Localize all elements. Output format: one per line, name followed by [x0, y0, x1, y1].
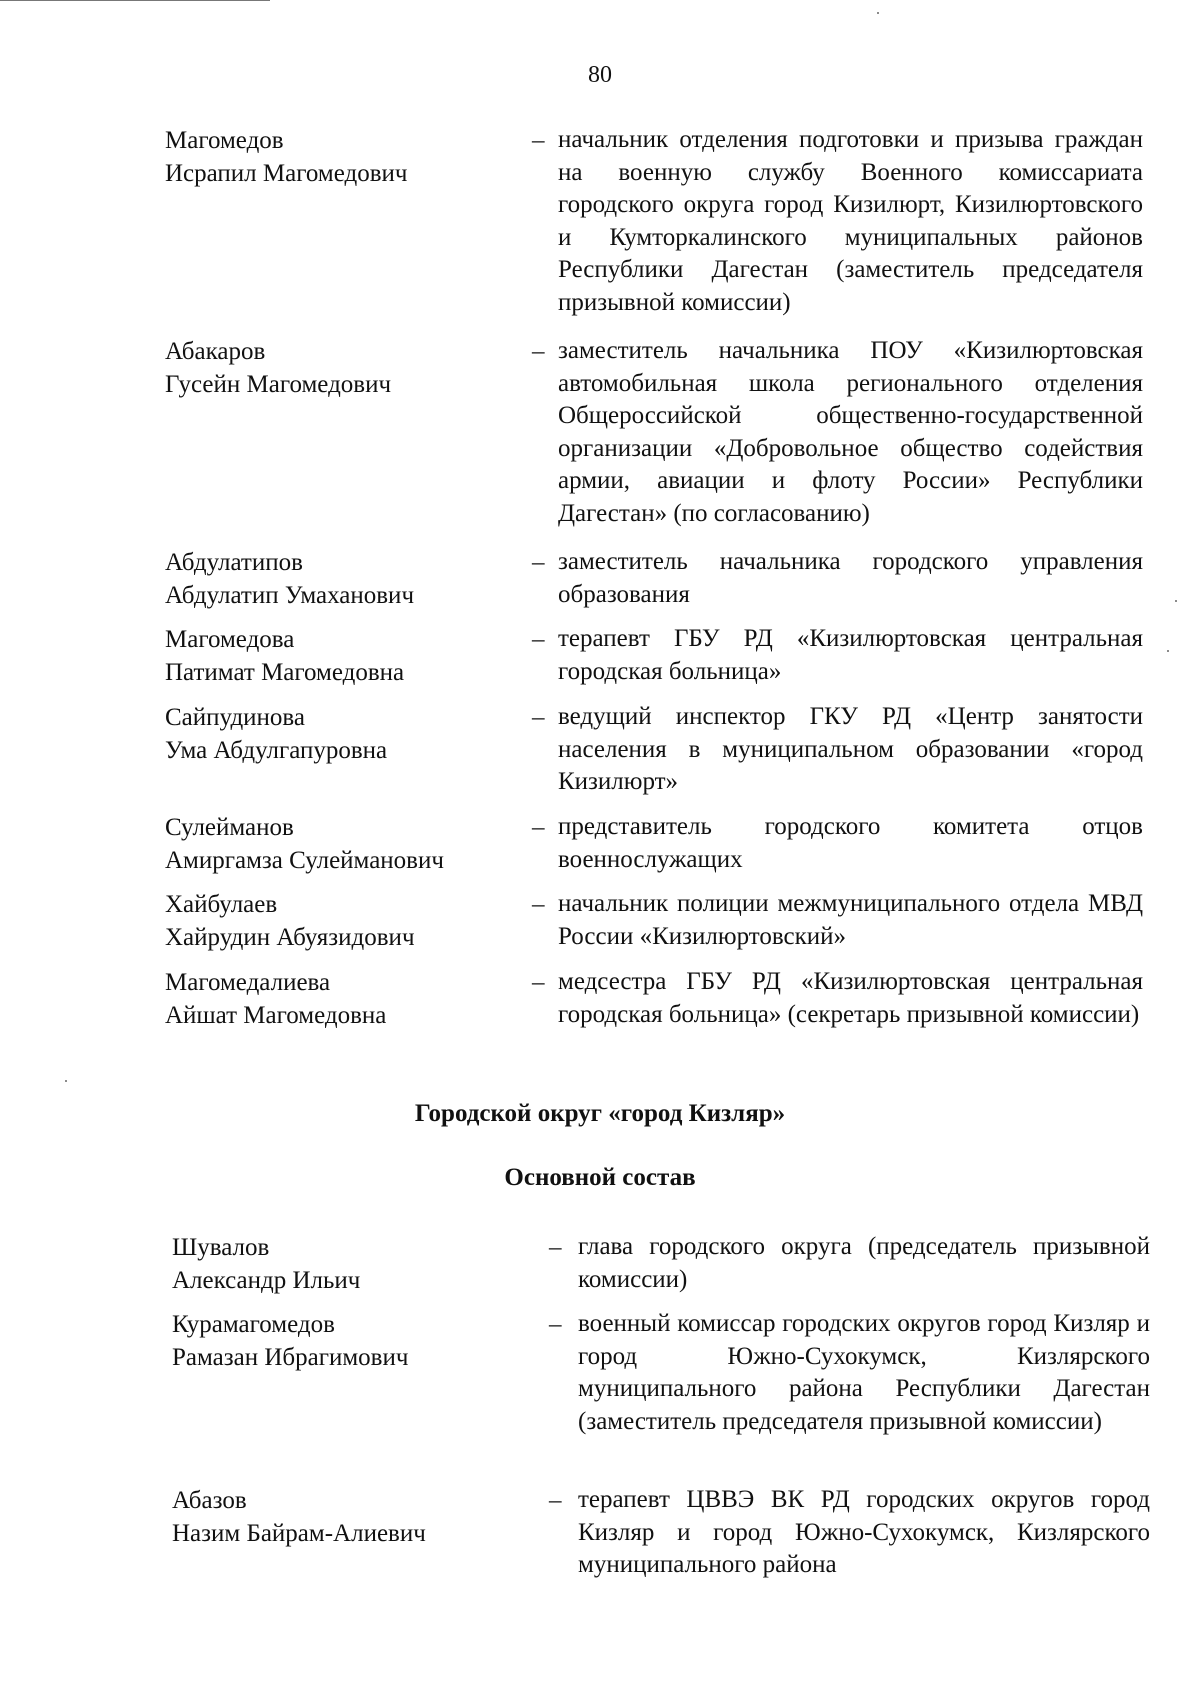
member-last-name: Абакаров [165, 338, 266, 365]
member-name [165, 811, 525, 877]
member-first-names: Назим Байрам-Алиевич [172, 1520, 426, 1547]
dash-separator: – [532, 814, 545, 841]
member-name [165, 966, 525, 1032]
dash-separator: – [549, 1311, 562, 1338]
member-position: медсестра ГБУ РД «Кизилюртовская центральная городская больница» (секретарь призывной комиссии) [558, 968, 1143, 1028]
member-last-name: Магомедалиева [165, 969, 331, 996]
member-first-names: Ума Абдулгапуровна [165, 737, 388, 764]
member-position: терапевт ЦВВЭ ВК РД городских округов город Кизляр и город Южно-Сухокумск, Кизлярского муниципального района [578, 1486, 1150, 1578]
member-name [172, 1484, 532, 1550]
member-last-name: Абдулатипов [165, 549, 303, 576]
member-first-names: Амиргамза Сулейманович [165, 847, 444, 874]
page-number: 80 [588, 62, 612, 88]
member-last-name: Абазов [172, 1487, 247, 1514]
member-last-name: Сулейманов [165, 814, 294, 841]
scan-edge-line [0, 0, 270, 1]
member-last-name: Шувалов [172, 1234, 270, 1261]
dash-separator: – [532, 704, 545, 731]
member-first-names: Александр Ильич [172, 1267, 361, 1294]
member-first-names: Абдулатип Умаханович [165, 582, 415, 609]
member-position: ведущий инспектор ГКУ РД «Центр занятости населения в муниципальном образовании «город Кизилюрт» [558, 703, 1143, 795]
dash-separator: – [532, 127, 545, 154]
member-name [165, 623, 525, 689]
dash-separator: – [532, 891, 545, 918]
section-title: Городской округ «город Кизляр» [414, 1100, 786, 1127]
member-first-names: Патимат Магомедовна [165, 659, 405, 686]
member-position: представитель городского комитета отцов военнослужащих [558, 813, 1143, 873]
member-first-names: Хайрудин Абуязидович [165, 924, 415, 951]
member-name [165, 888, 525, 954]
dash-separator: – [549, 1234, 562, 1261]
member-position: заместитель начальника ПОУ «Кизилюртовская автомобильная школа регионального отделения Общероссийской общественно-государственной организации «Добровольное общество содействия армии, авиации и флоту России» Республики Дагестан» (по согласованию) [558, 337, 1143, 527]
scan-speck [1167, 650, 1169, 652]
member-last-name: Курамагомедов [172, 1311, 335, 1338]
dash-separator: – [532, 338, 545, 365]
member-first-names: Гусейн Магомедович [165, 371, 392, 398]
member-name [165, 335, 525, 401]
dash-separator: – [532, 626, 545, 653]
member-position: начальник полиции межмуниципального отдела МВД России «Кизилюртовский» [558, 890, 1143, 950]
member-last-name: Магомедова [165, 626, 295, 653]
dash-separator: – [549, 1487, 562, 1514]
member-last-name: Хайбулаев [165, 891, 278, 918]
member-last-name: Магомедов [165, 127, 284, 154]
dash-separator: – [532, 969, 545, 996]
scan-speck [1175, 600, 1177, 602]
member-first-names: Исрапил Магомедович [165, 160, 408, 187]
member-first-names: Айшат Магомедовна [165, 1002, 387, 1029]
member-name [172, 1308, 532, 1374]
member-position: начальник отделения подготовки и призыва граждан на военную службу Военного комиссариата городского округа город Кизилюрт, Кизилюртовского и Кумторкалинского муниципальных районов Республики Дагестан (заместитель председателя призывной комиссии) [558, 126, 1143, 316]
member-name [172, 1231, 532, 1297]
member-name [165, 124, 525, 190]
scan-speck [877, 12, 879, 14]
member-position: глава городского округа (председатель призывной комиссии) [578, 1233, 1150, 1293]
subsection-title: Основной состав [504, 1164, 696, 1191]
member-position: заместитель начальника городского управления образования [558, 548, 1143, 608]
member-name [165, 701, 525, 767]
member-position: терапевт ГБУ РД «Кизилюртовская центральная городская больница» [558, 625, 1143, 685]
dash-separator: – [532, 549, 545, 576]
member-first-names: Рамазан Ибрагимович [172, 1344, 409, 1371]
member-name [165, 546, 525, 612]
member-last-name: Сайпудинова [165, 704, 306, 731]
scan-speck [65, 1080, 67, 1082]
member-position: военный комиссар городских округов город Кизляр и город Южно-Сухокумск, Кизлярского муниципального района Республики Дагестан (заместитель председателя призывной комиссии) [578, 1310, 1150, 1435]
